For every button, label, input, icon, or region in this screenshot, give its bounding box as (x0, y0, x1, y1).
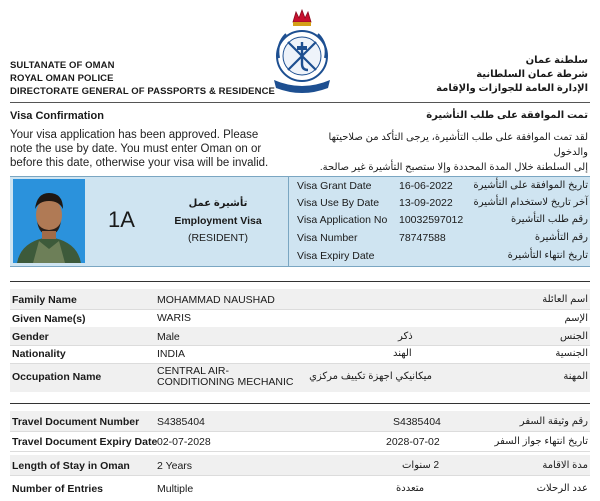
visa-application-no-label-ar: رقم طلب التأشيرة (511, 214, 588, 225)
visa-code: 1A (108, 207, 135, 232)
gender-value-ar: ذكر (398, 331, 413, 342)
visa-use-by-date-value: 13-09-2022 (399, 197, 453, 209)
header-ar-line3: الإدارة العامة للجوازات والإقامة (436, 83, 588, 94)
visa-number-label-ar: رقم التأشيرة (534, 232, 588, 243)
header-en-line1: SULTANATE OF OMAN (10, 60, 115, 71)
visa-number-value: 78747588 (399, 232, 446, 244)
nationality-label-ar: الجنسية (555, 348, 588, 359)
number-of-entries-value-ar: متعددة (396, 483, 425, 494)
length-of-stay-value: 2 Years (157, 460, 193, 472)
visa-type-ar: تأشيرة عمل (188, 198, 248, 209)
occupation-label-ar: المهنة (563, 371, 588, 382)
nationality-value: INDIA (157, 348, 186, 360)
length-of-stay-label: Length of Stay in Oman (12, 460, 130, 472)
confirmation-title: Visa Confirmation (10, 110, 104, 122)
gender-label-ar: الجنس (559, 331, 588, 342)
gender-value: Male (157, 331, 180, 343)
occupation-value-line: CONDITIONING MECHANIC (157, 376, 294, 388)
header-ar-line2: شرطة عمان السلطانية (476, 69, 588, 80)
given-name-value: WARIS (157, 312, 192, 324)
occupation-value-ar: ميكانيكي اجهزة تكييف مركزي (309, 371, 432, 382)
confirmation-message-line: Your visa application has been approved. Please (10, 129, 259, 141)
confirmation-message-line: before this date, otherwise your visa will be invalid. (10, 157, 269, 169)
confirmation-message-ar-line: إلى السلطنة خلال المدة المحددة وإلا ستصبح التأشيرة غير صالحة. (319, 162, 588, 173)
visa-expiry-date-label: Visa Expiry Date (297, 250, 375, 262)
occupation-value-line: CENTRAL AIR- (157, 365, 229, 377)
travel-doc-number-label: Travel Document Number (12, 416, 140, 428)
travel-doc-expiry-value-ar: 2028-07-02 (386, 436, 440, 448)
gender-label: Gender (12, 331, 49, 343)
travel-doc-expiry-value: 02-07-2028 (157, 436, 211, 448)
nationality-label: Nationality (12, 348, 66, 360)
confirmation-title-ar: تمت الموافقة على طلب التأشيرة (426, 110, 588, 121)
royal-oman-police-emblem (262, 6, 342, 94)
confirmation-message-ar-line: لقد تمت الموافقة على طلب التأشيرة، يرجى التأكد من صلاحيتها والدخول (328, 132, 588, 158)
header-ar-line1: سلطنة عمان (525, 55, 588, 66)
travel-doc-expiry-label: Travel Document Expiry Date (12, 436, 158, 448)
given-name-label-ar: الإسم (564, 313, 588, 324)
family-name-label: Family Name (12, 294, 77, 306)
occupation-value (157, 366, 294, 388)
header-en-line3: DIRECTORATE GENERAL OF PASSPORTS & RESIDENCE (10, 86, 275, 97)
visa-number-label: Visa Number (297, 232, 358, 244)
visa-type: Employment Visa (174, 215, 262, 227)
confirmation-message-line: note the use by date. You must enter Oman on or (10, 143, 262, 155)
number-of-entries-label-ar: عدد الرحلات (536, 483, 588, 494)
travel-doc-expiry-label-ar: تاريخ انتهاء جواز السفر (494, 436, 588, 447)
visa-use-by-date-label: Visa Use By Date (297, 197, 380, 209)
number-of-entries-label: Number of Entries (12, 483, 104, 495)
length-of-stay-value-ar: 2 سنوات (402, 460, 440, 471)
confirmation-message (10, 128, 268, 170)
travel-doc-number-value: S4385404 (157, 416, 205, 428)
given-name-label: Given Name(s) (12, 313, 86, 325)
visa-application-no-value: 10032597012 (399, 214, 464, 226)
visa-application-no-label: Visa Application No (297, 214, 388, 226)
header-en-line2: ROYAL OMAN POLICE (10, 73, 114, 84)
nationality-value-ar: الهند (393, 348, 412, 359)
travel-doc-number-value-ar: S4385404 (393, 416, 441, 428)
visa-expiry-date-label-ar: تاريخ انتهاء التأشيرة (507, 250, 588, 261)
confirmation-message-ar (298, 130, 588, 175)
family-name-label-ar: اسم العائلة (542, 294, 588, 305)
length-of-stay-label-ar: مدة الاقامة (542, 460, 588, 471)
occupation-label: Occupation Name (12, 371, 102, 383)
visa-grant-date-value: 16-06-2022 (399, 180, 453, 192)
visa-grant-date-label: Visa Grant Date (297, 180, 372, 192)
number-of-entries-value: Multiple (157, 483, 194, 495)
family-name-value: MOHAMMAD NAUSHAD (157, 294, 275, 306)
visa-subtype: (RESIDENT) (187, 232, 249, 244)
travel-doc-number-label-ar: رقم وثيقة السفر (519, 416, 588, 427)
applicant-photo (13, 179, 85, 263)
visa-use-by-date-label-ar: آخر تاريخ لاستخدام التأشيرة (473, 197, 588, 208)
visa-grant-date-label-ar: تاريخ الموافقة على التأشيرة (473, 180, 588, 191)
